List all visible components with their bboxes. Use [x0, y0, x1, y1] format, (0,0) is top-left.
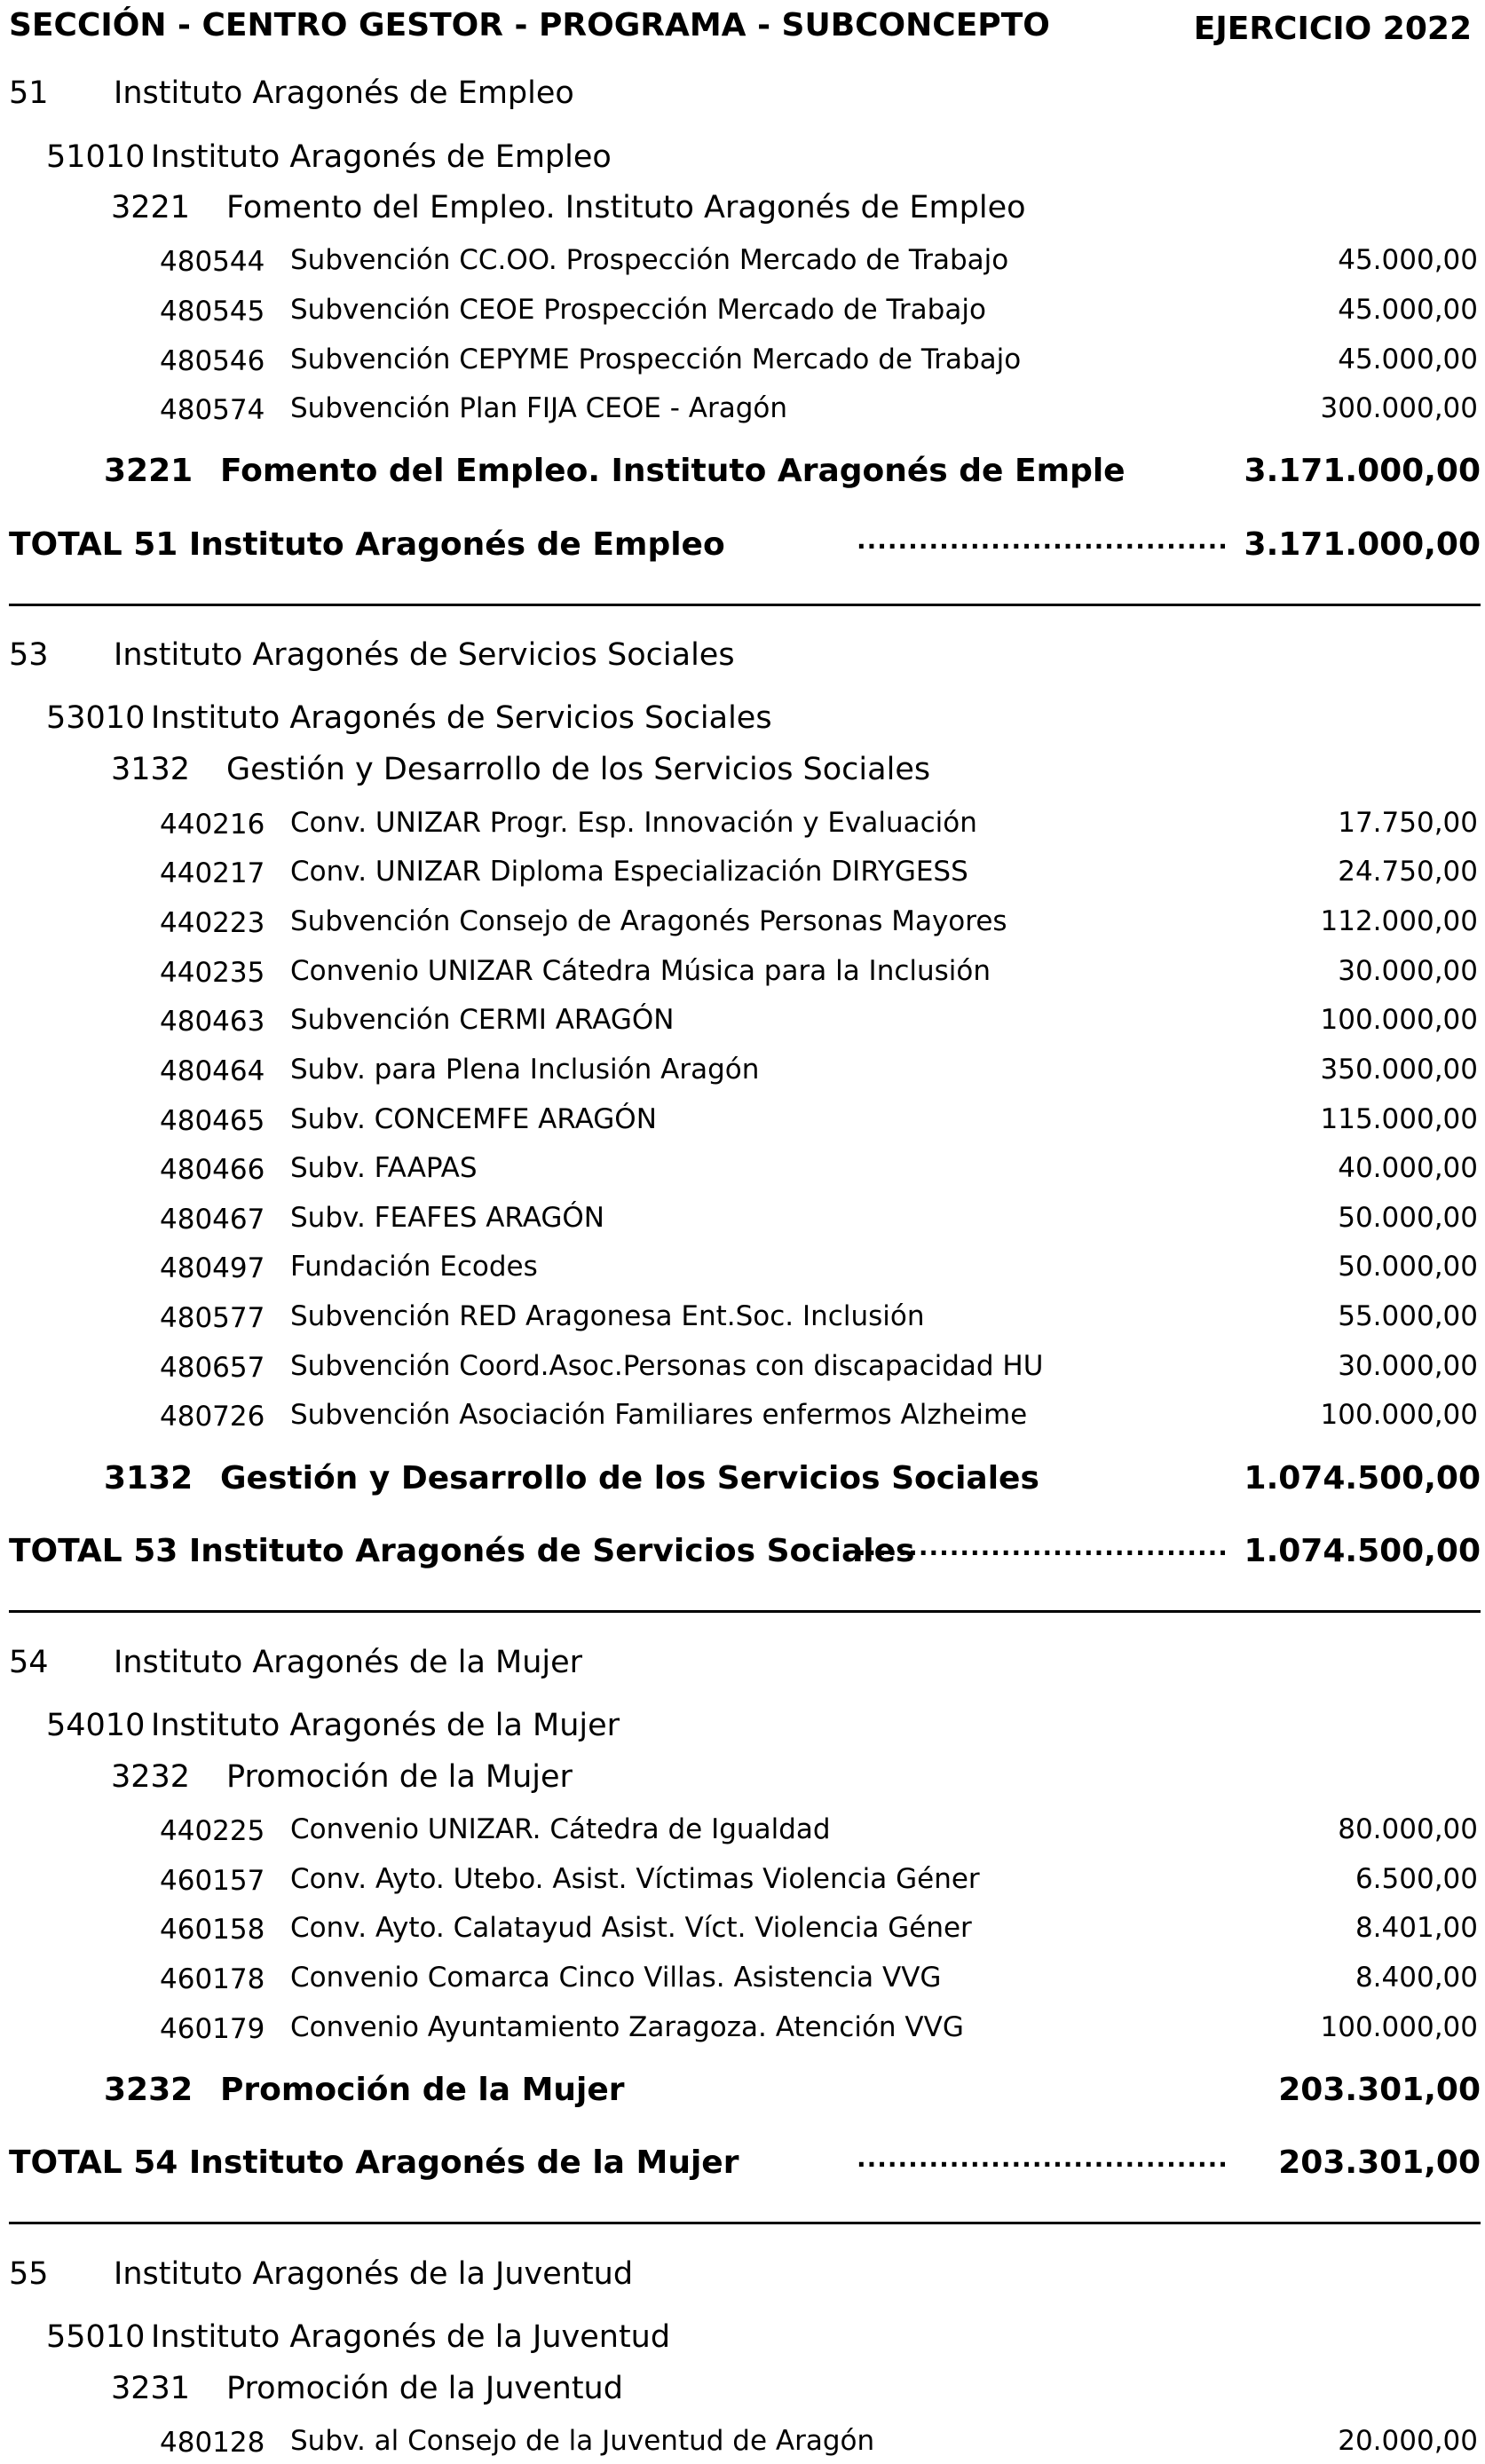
item-amount: 17.750,00	[1338, 807, 1478, 839]
item-code: 440217	[160, 857, 265, 889]
header-title: SECCIÓN - CENTRO GESTOR - PROGRAMA - SUBCONCEPTO	[9, 7, 1050, 43]
item-amount: 45.000,00	[1338, 294, 1478, 326]
subtotal-amount: 1.074.500,00	[1244, 1460, 1481, 1497]
item-code: 460158	[160, 1914, 265, 1946]
item-code: 480466	[160, 1154, 265, 1186]
item-name: Conv. UNIZAR Progr. Esp. Innovación y Evaluación	[290, 807, 977, 839]
item-code: 440235	[160, 957, 265, 989]
item-amount: 350.000,00	[1320, 1054, 1478, 1086]
item-name: Convenio Comarca Cinco Villas. Asistencia VVG	[290, 1962, 942, 1994]
centro-code: 55010	[46, 2319, 146, 2355]
item-code: 480465	[160, 1105, 265, 1137]
item-name: Subvención CEOE Prospección Mercado de Trabajo	[290, 294, 986, 326]
item-name: Conv. Ayto. Utebo. Asist. Víctimas Violencia Géner	[290, 1863, 980, 1895]
total-amount: 203.301,00	[1278, 2144, 1481, 2181]
item-name: Subv. FAAPAS	[290, 1152, 478, 1184]
item-code: 480497	[160, 1252, 265, 1284]
item-amount: 24.750,00	[1338, 856, 1478, 888]
item-code: 440223	[160, 907, 265, 939]
section-code: 51	[9, 75, 49, 111]
item-name: Fundación Ecodes	[290, 1251, 538, 1283]
item-name: Subvención CEPYME Prospección Mercado de Trabajo	[290, 344, 1022, 375]
item-name: Subv. para Plena Inclusión Aragón	[290, 1054, 760, 1086]
item-name: Subvención Asociación Familiares enfermos Alzheime	[290, 1399, 1028, 1431]
item-name: Subvención Coord.Asoc.Personas con discapacidad HU	[290, 1350, 1044, 1382]
item-amount: 100.000,00	[1320, 1004, 1478, 1036]
item-code: 480464	[160, 1055, 265, 1087]
centro-code: 51010	[46, 139, 146, 175]
item-code: 440225	[160, 1815, 265, 1847]
total-amount: 3.171.000,00	[1244, 526, 1481, 563]
item-name: Conv. UNIZAR Diploma Especialización DIRYGESS	[290, 856, 968, 888]
programa-code: 3232	[111, 1759, 191, 1795]
item-code: 480657	[160, 1352, 265, 1384]
centro-code: 54010	[46, 1708, 146, 1743]
item-amount: 112.000,00	[1320, 905, 1478, 937]
item-amount: 50.000,00	[1338, 1202, 1478, 1234]
item-name: Subv. al Consejo de la Juventud de Aragón	[290, 2425, 875, 2457]
item-amount: 40.000,00	[1338, 1152, 1478, 1184]
item-amount: 30.000,00	[1338, 1350, 1478, 1382]
item-name: Subvención Consejo de Aragonés Personas Mayores	[290, 905, 1007, 937]
item-name: Subvención CERMI ARAGÓN	[290, 1004, 675, 1036]
item-name: Subvención CC.OO. Prospección Mercado de Trabajo	[290, 244, 1009, 276]
item-amount: 100.000,00	[1320, 1399, 1478, 1431]
item-amount: 55.000,00	[1338, 1300, 1478, 1332]
item-code: 480726	[160, 1401, 265, 1433]
subtotal-name: Gestión y Desarrollo de los Servicios Sociales	[220, 1460, 1039, 1497]
total-leader-dots: ....................................	[857, 525, 1228, 555]
item-code: 460157	[160, 1865, 265, 1897]
centro-name: Instituto Aragonés de la Juventud	[151, 2319, 671, 2355]
item-name: Subv. FEAFES ARAGÓN	[290, 1202, 604, 1234]
subtotal-amount: 3.171.000,00	[1244, 453, 1481, 489]
item-code: 480577	[160, 1302, 265, 1334]
item-amount: 115.000,00	[1320, 1103, 1478, 1135]
centro-name: Instituto Aragonés de Servicios Sociales	[151, 700, 772, 736]
programa-name: Fomento del Empleo. Instituto Aragonés de Empleo	[226, 190, 1026, 225]
total-leader-dots: ....................................	[857, 1532, 1228, 1561]
item-amount: 45.000,00	[1338, 344, 1478, 375]
programa-name: Promoción de la Mujer	[226, 1759, 573, 1795]
item-amount: 300.000,00	[1320, 392, 1478, 424]
subtotal-code: 3221	[104, 453, 194, 489]
programa-code: 3221	[111, 190, 191, 225]
item-code: 460178	[160, 1963, 265, 1995]
total-label: TOTAL 53 Instituto Aragonés de Servicios Sociales	[9, 1533, 915, 1569]
subtotal-name: Promoción de la Mujer	[220, 2072, 625, 2108]
item-code: 480467	[160, 1204, 265, 1236]
subtotal-name: Fomento del Empleo. Instituto Aragonés de Emple	[220, 453, 1126, 489]
item-name: Convenio UNIZAR Cátedra Música para la Inclusión	[290, 955, 991, 987]
item-amount: 50.000,00	[1338, 1251, 1478, 1283]
item-code: 440216	[160, 809, 265, 841]
programa-name: Promoción de la Juventud	[226, 2371, 623, 2406]
item-name: Subvención Plan FIJA CEOE - Aragón	[290, 392, 787, 424]
total-label: TOTAL 51 Instituto Aragonés de Empleo	[9, 526, 725, 563]
item-amount: 100.000,00	[1320, 2011, 1478, 2043]
item-name: Convenio Ayuntamiento Zaragoza. Atención VVG	[290, 2011, 964, 2043]
item-code: 460179	[160, 2013, 265, 2045]
subtotal-amount: 203.301,00	[1278, 2072, 1481, 2108]
item-code: 480544	[160, 246, 265, 278]
item-name: Convenio UNIZAR. Cátedra de Igualdad	[290, 1813, 831, 1845]
item-name: Subv. CONCEMFE ARAGÓN	[290, 1103, 657, 1135]
item-name: Conv. Ayto. Calatayud Asist. Víct. Violencia Géner	[290, 1912, 972, 1944]
section-name: Instituto Aragonés de Empleo	[114, 75, 574, 111]
item-amount: 6.500,00	[1355, 1863, 1478, 1895]
programa-code: 3231	[111, 2371, 191, 2406]
section-divider	[9, 2222, 1481, 2224]
section-name: Instituto Aragonés de la Mujer	[114, 1645, 583, 1680]
item-amount: 8.400,00	[1355, 1962, 1478, 1994]
section-divider	[9, 1610, 1481, 1613]
item-code: 480546	[160, 345, 265, 377]
item-name: Subvención RED Aragonesa Ent.Soc. Inclusión	[290, 1300, 925, 1332]
total-label: TOTAL 54 Instituto Aragonés de la Mujer	[9, 2144, 739, 2181]
section-code: 54	[9, 1645, 49, 1680]
section-name: Instituto Aragonés de Servicios Sociales	[114, 637, 735, 673]
total-leader-dots: ....................................	[857, 2144, 1228, 2173]
item-code: 480574	[160, 394, 265, 426]
total-amount: 1.074.500,00	[1244, 1533, 1481, 1569]
centro-name: Instituto Aragonés de la Mujer	[151, 1708, 620, 1743]
item-code: 480463	[160, 1006, 265, 1038]
subtotal-code: 3232	[104, 2072, 194, 2108]
item-amount: 20.000,00	[1338, 2425, 1478, 2457]
item-amount: 30.000,00	[1338, 955, 1478, 987]
subtotal-code: 3132	[104, 1460, 194, 1497]
section-code: 55	[9, 2256, 49, 2292]
header-year: EJERCICIO 2022	[1193, 11, 1472, 47]
section-code: 53	[9, 637, 49, 673]
item-code: 480545	[160, 296, 265, 328]
programa-code: 3132	[111, 752, 191, 787]
programa-name: Gestión y Desarrollo de los Servicios Sociales	[226, 752, 931, 787]
item-amount: 80.000,00	[1338, 1813, 1478, 1845]
section-divider	[9, 604, 1481, 606]
centro-code: 53010	[46, 700, 146, 736]
item-amount: 8.401,00	[1355, 1912, 1478, 1944]
item-amount: 45.000,00	[1338, 244, 1478, 276]
section-name: Instituto Aragonés de la Juventud	[114, 2256, 634, 2292]
item-code: 480128	[160, 2427, 265, 2459]
centro-name: Instituto Aragonés de Empleo	[151, 139, 612, 175]
